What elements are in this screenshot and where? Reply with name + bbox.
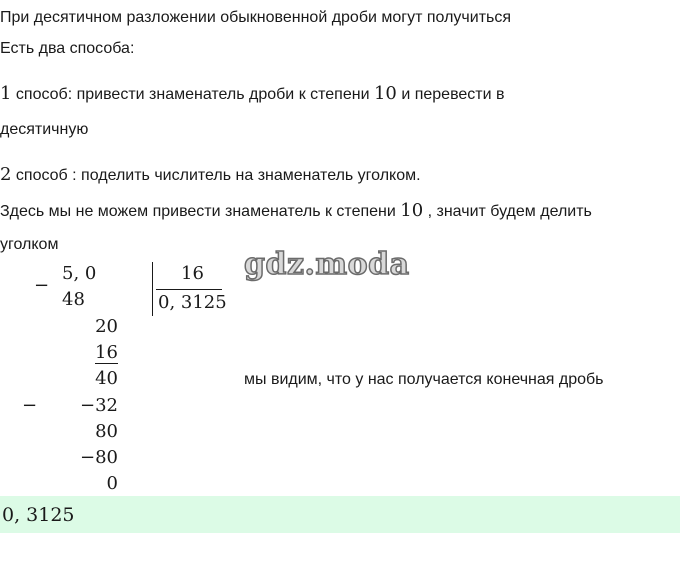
division-subtrahend-3: −32 xyxy=(80,395,118,416)
note-line-1 xyxy=(0,201,592,222)
division-vertical-bar xyxy=(152,262,153,316)
division-minus-2: − xyxy=(22,395,38,416)
division-remainder-final: 0 xyxy=(106,473,118,494)
remark-text: мы видим, что у нас получается конечная дробь xyxy=(244,371,604,388)
division-quotient: 0, 3125 xyxy=(158,292,227,313)
division-subtrahend-2 xyxy=(95,343,118,363)
method-2-number: 2 xyxy=(0,164,12,185)
method-1-number: 1 xyxy=(0,83,12,104)
method-1-text-b: и перевести в xyxy=(396,86,505,103)
answer-box xyxy=(0,496,680,533)
division-subtrahend-4: −80 xyxy=(80,447,118,468)
note-power: 10 xyxy=(400,200,424,221)
division-minus-1: − xyxy=(34,275,50,296)
method-1-power: 10 xyxy=(373,83,397,104)
method-1-line-1 xyxy=(0,84,505,105)
division-subtrahend-1: 48 xyxy=(62,289,85,310)
division-dividend: 5, 0 xyxy=(62,263,97,284)
division-subtrahend-2-value: 16 xyxy=(95,342,118,363)
method-2-line xyxy=(0,165,421,186)
method-1-text-a: способ: привести знаменатель дроби к степени xyxy=(11,86,374,103)
intro-line-1: При десятичном разложении обыкновенной дроби могут получиться xyxy=(0,9,512,26)
division-remainder-1: 20 xyxy=(95,316,118,337)
watermark-logo: gdz.moda xyxy=(244,247,410,282)
division-remainder-2: 40 xyxy=(95,368,118,389)
division-divisor-underline xyxy=(156,289,222,290)
note-text-a: Здесь мы не можем привести знаменатель к степени xyxy=(0,203,401,220)
method-2-text: способ : поделить числитель на знаменатель уголком. xyxy=(11,167,421,184)
division-remainder-3: 80 xyxy=(95,421,118,442)
division-divisor: 16 xyxy=(181,263,204,284)
method-1-line-2: десятичную xyxy=(0,121,89,138)
answer-value: 0, 3125 xyxy=(2,504,75,526)
note-line-2: уголком xyxy=(0,236,59,253)
intro-line-2: Есть два способа: xyxy=(0,40,135,57)
note-text-b: , значит будем делить xyxy=(423,203,592,220)
